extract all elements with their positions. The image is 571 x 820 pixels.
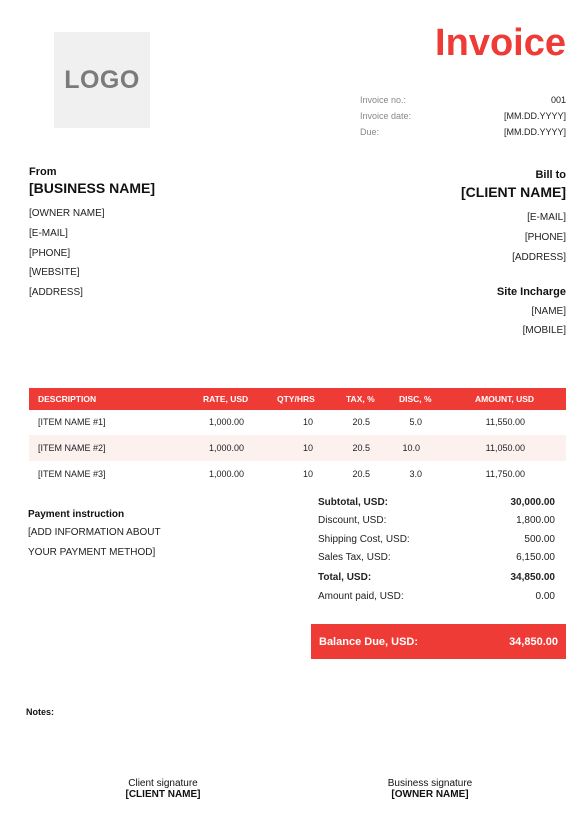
client-email: [E-MAIL] <box>527 212 566 223</box>
total-label: Amount paid, USD: <box>318 591 404 602</box>
business-signature-label: Business signature <box>387 778 473 789</box>
header-tax: TAX, % <box>346 394 375 404</box>
business-signature-name: [OWNER NAME] <box>391 789 469 800</box>
table-row <box>29 435 566 461</box>
client-phone: [PHONE] <box>524 232 566 243</box>
site-incharge-label: Site Incharge <box>496 286 566 298</box>
table-row <box>29 461 566 487</box>
header-amount: AMOUNT, USD <box>475 394 535 404</box>
item-tax: 20.5 <box>352 469 370 479</box>
total-value: 0.00 <box>535 591 555 602</box>
item-rate: 1,000.00 <box>208 417 244 427</box>
site-incharge-mobile: [MOBILE] <box>522 325 566 336</box>
owner-name: [OWNER NAME] <box>29 208 105 219</box>
total-value: 34,850.00 <box>510 572 555 583</box>
meta-due <box>360 127 566 137</box>
total-value: 500.00 <box>524 534 555 545</box>
total-value: 1,800.00 <box>516 515 555 526</box>
item-description: [ITEM NAME #3] <box>38 469 106 479</box>
payment-instruction-line: YOUR PAYMENT METHOD] <box>28 547 156 558</box>
shipping-row <box>318 534 555 545</box>
total-label: Sales Tax, USD: <box>318 552 391 563</box>
table-row <box>29 409 566 435</box>
item-disc: 10.0 <box>402 443 420 453</box>
client-name: [CLIENT NAME] <box>461 184 566 200</box>
items-table-header <box>29 388 566 410</box>
payment-instruction-label: Payment instruction <box>28 509 125 520</box>
meta-value: 001 <box>550 95 566 105</box>
balance-due-bar <box>311 624 566 659</box>
from-address: [ADDRESS] <box>29 287 83 298</box>
item-rate: 1,000.00 <box>208 469 244 479</box>
item-qty: 10 <box>302 443 313 453</box>
sales-tax-row <box>318 552 555 563</box>
item-qty: 10 <box>302 469 313 479</box>
meta-label: Invoice no.: <box>360 95 407 105</box>
client-signature <box>83 778 243 800</box>
total-value: 6,150.00 <box>516 552 555 563</box>
from-website: [WEBSITE] <box>29 267 80 278</box>
balance-due-value: 34,850.00 <box>509 636 558 648</box>
discount-row <box>318 515 555 526</box>
from-label: From <box>29 166 57 178</box>
business-signature <box>350 778 510 800</box>
from-phone: [PHONE] <box>29 248 71 259</box>
item-amount: 11,750.00 <box>485 469 525 479</box>
meta-invoice-no <box>360 95 566 105</box>
item-amount: 11,050.00 <box>485 443 525 453</box>
balance-due-label: Balance Due, USD: <box>319 636 419 648</box>
item-amount: 11,550.00 <box>485 417 525 427</box>
total-label: Discount, USD: <box>318 515 387 526</box>
item-qty: 10 <box>302 417 313 427</box>
logo-placeholder <box>54 32 150 128</box>
item-description: [ITEM NAME #2] <box>38 443 106 453</box>
item-rate: 1,000.00 <box>208 443 244 453</box>
logo-text: LOGO <box>64 65 140 94</box>
meta-invoice-date <box>360 111 566 121</box>
header-description: DESCRIPTION <box>38 394 97 404</box>
client-signature-name: [CLIENT NAME] <box>125 789 201 800</box>
meta-value: [MM.DD.YYYY] <box>503 111 566 121</box>
item-description: [ITEM NAME #1] <box>38 417 106 427</box>
total-row <box>318 572 555 583</box>
notes-label: Notes: <box>26 707 55 717</box>
payment-instruction-line: [ADD INFORMATION ABOUT <box>28 527 161 538</box>
client-address: [ADDRESS] <box>512 252 566 263</box>
from-email: [E-MAIL] <box>29 228 68 239</box>
header-qty: QTY/HRS <box>277 394 315 404</box>
item-disc: 5.0 <box>409 417 422 427</box>
header-disc: DISC, % <box>399 394 432 404</box>
bill-to-label: Bill to <box>535 169 566 181</box>
business-name: [BUSINESS NAME] <box>29 180 156 196</box>
amount-paid-row <box>318 591 555 602</box>
meta-label: Due: <box>360 127 380 137</box>
site-incharge-name: [NAME] <box>531 306 566 317</box>
total-label: Subtotal, USD: <box>318 497 388 508</box>
item-tax: 20.5 <box>352 417 370 427</box>
item-disc: 3.0 <box>409 469 422 479</box>
invoice-title: Invoice <box>435 22 566 64</box>
total-label: Total, USD: <box>318 572 372 583</box>
meta-label: Invoice date: <box>360 111 412 121</box>
total-value: 30,000.00 <box>510 497 555 508</box>
header-rate: RATE, USD <box>203 394 249 404</box>
item-tax: 20.5 <box>352 443 370 453</box>
client-signature-label: Client signature <box>128 778 198 789</box>
subtotal-row <box>318 497 555 508</box>
total-label: Shipping Cost, USD: <box>318 534 410 545</box>
meta-value: [MM.DD.YYYY] <box>503 127 566 137</box>
